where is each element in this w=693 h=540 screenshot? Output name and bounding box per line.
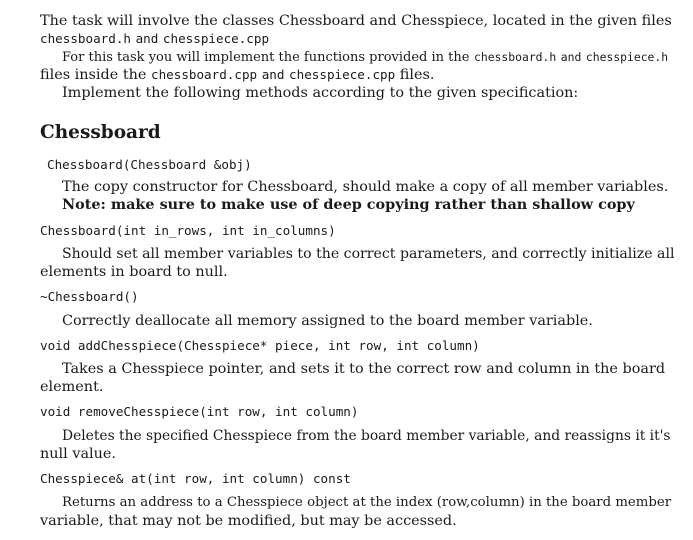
section-heading: Chessboard (40, 122, 161, 143)
method-signature-copy-constructor: Chessboard(Chessboard &obj) (47, 157, 252, 172)
intro-text: files inside the (40, 67, 147, 83)
method-description: variable, that may not be modified, but may be accessed. (40, 513, 457, 529)
code-filename: chesspiece.cpp (289, 67, 396, 82)
code-conjunction: and (560, 50, 582, 64)
code-filename: chessboard.h (474, 50, 557, 64)
code-filename: chesspiece.h (585, 50, 669, 64)
method-description: Deletes the specified Chesspiece from the board member variable, and reassigns it it's (62, 428, 671, 444)
intro-line-2 (40, 30, 269, 48)
intro-line-1 (40, 12, 672, 30)
method-description: null value. (40, 446, 116, 462)
method-signature-add-chesspiece: void addChesspiece(Chesspiece* piece, int row, int column) (40, 338, 480, 353)
intro-line-5 (62, 84, 578, 102)
method-note: Note: make sure to make use of deep copying rather than shallow copy (62, 196, 635, 213)
method-description: Returns an address to a Chesspiece object at the index (row,column) in the board member (62, 495, 672, 510)
intro-line-3 (62, 48, 668, 67)
method-signature-destructor: ~Chessboard() (40, 289, 139, 304)
code-conjunction: and (135, 31, 159, 46)
code-filename: chessboard.cpp (150, 67, 258, 82)
code-filename: chessboard.h (40, 31, 131, 46)
method-description: elements in board to null. (40, 264, 228, 280)
method-signature-constructor: Chessboard(int in_rows, int in_columns) (40, 223, 336, 238)
intro-text: files. (399, 67, 435, 83)
intro-text: The task will involve the classes Chessboard and Chesspiece, located in the given files (40, 13, 672, 29)
method-signature-at: Chesspiece& at(int row, int column) const (40, 471, 351, 486)
method-description: Takes a Chesspiece pointer, and sets it to the correct row and column in the board (62, 361, 666, 377)
method-description: element. (40, 379, 104, 395)
method-description: Should set all member variables to the correct parameters, and correctly initialize all (62, 246, 675, 262)
method-description: The copy constructor for Chessboard, should make a copy of all member variables. (62, 179, 669, 195)
intro-text: Implement the following methods according to the given specification: (62, 85, 579, 101)
method-description: Correctly deallocate all memory assigned to the board member variable. (62, 313, 593, 329)
intro-line-4 (40, 66, 434, 84)
intro-text: For this task you will implement the functions provided in the (62, 50, 470, 65)
method-signature-remove-chesspiece: void removeChesspiece(int row, int column) (40, 404, 359, 419)
code-conjunction: and (261, 67, 285, 82)
code-filename: chesspiece.cpp (162, 31, 270, 46)
